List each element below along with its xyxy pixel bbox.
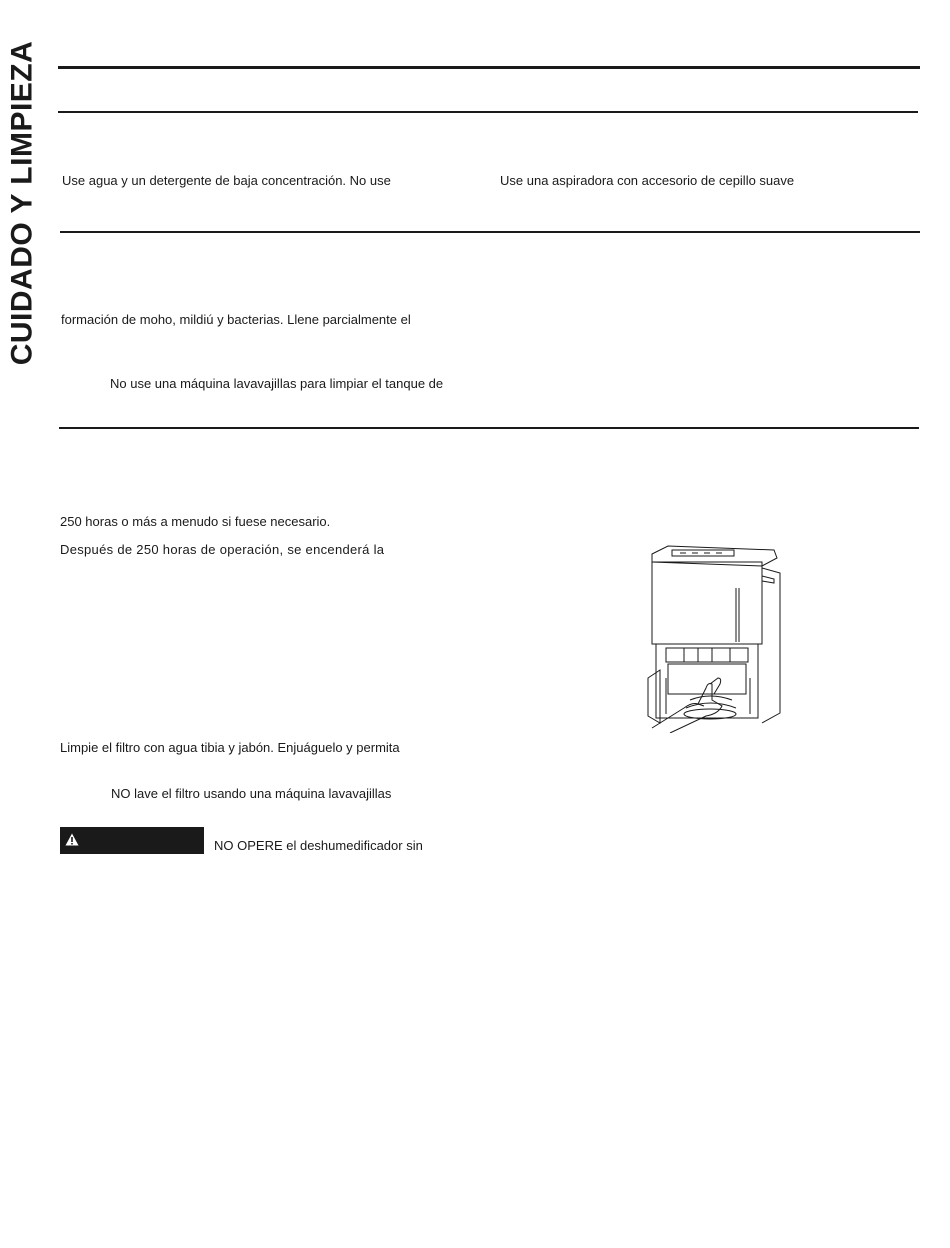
warning-triangle-icon: [65, 833, 79, 846]
side-section-title-text: CUIDADO Y LIMPIEZA: [5, 40, 38, 366]
dehumidifier-filter-removal-illustration: [640, 538, 785, 733]
filter-interval-text: 250 horas o más a menudo si fuese necesario.: [60, 514, 331, 529]
top-rule-thin: [58, 111, 918, 113]
filter-no-dishwasher-text: NO lave el filtro usando una máquina lavavajillas: [111, 786, 392, 801]
filter-light-text: Después de 250 horas de operación, se encenderá la: [60, 542, 385, 557]
top-rule-thick: [58, 66, 920, 69]
filter-warning-text: NO OPERE el deshumedificador sin: [214, 838, 423, 853]
tank-cleaning-text-2: No use una máquina lavavajillas para limpiar el tanque de: [110, 376, 444, 391]
grille-cleaning-text: Use una aspiradora con accesorio de cepillo suave: [500, 173, 795, 188]
filter-wash-text: Limpie el filtro con agua tibia y jabón. Enjuáguelo y permita: [60, 740, 400, 755]
side-section-title: [2, 28, 42, 378]
tank-cleaning-text-1: formación de moho, mildiú y bacterias. Llene parcialmente el: [61, 312, 411, 327]
warning-label: [60, 827, 204, 854]
section-divider-2: [59, 427, 919, 429]
section-divider-1: [60, 231, 920, 233]
cabinet-cleaning-text: Use agua y un detergente de baja concentración. No use: [62, 173, 391, 188]
